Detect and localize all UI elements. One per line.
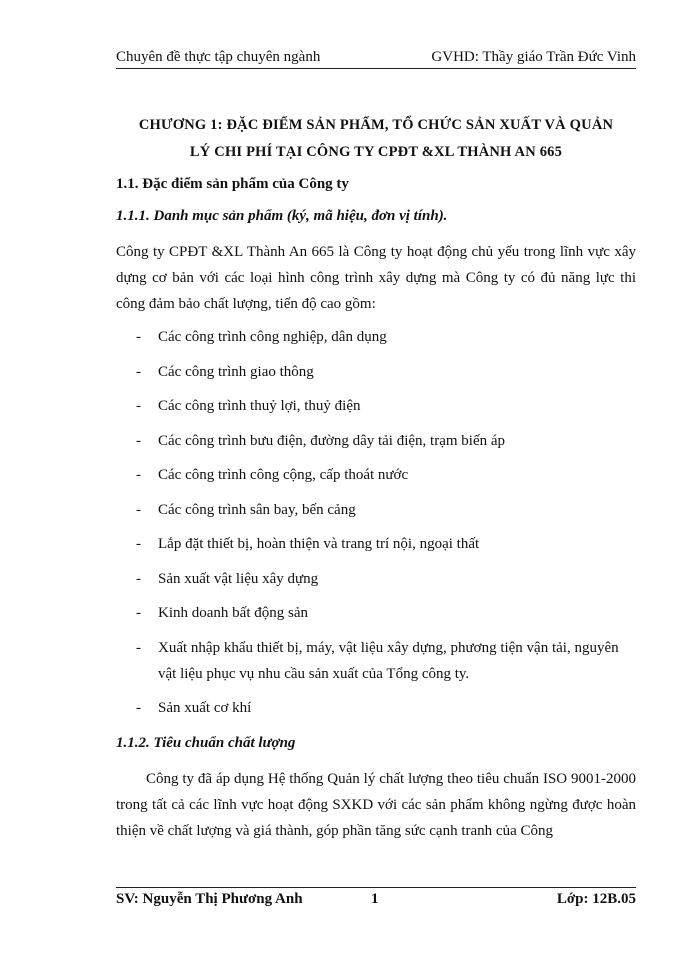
list-item-text: Các công trình giao thông [158, 363, 314, 380]
page-footer [116, 891, 636, 913]
list-dash: - [136, 501, 141, 518]
page-header [116, 44, 636, 66]
list-item [116, 635, 636, 687]
list-item-text: Kinh doanh bất động sản [158, 605, 308, 621]
header-right-text: GVHD: Thầy giáo Trần Đức Vinh [431, 49, 636, 65]
list-item-text: Các công trình công nghiệp, dân dụng [158, 329, 387, 345]
list-dash: - [136, 467, 141, 483]
list-dash: - [136, 329, 141, 345]
chapter-title [116, 112, 636, 166]
list-item [116, 324, 636, 350]
quality-paragraph: Công ty đã áp dụng Hệ thống Quản lý chất lượng theo tiêu chuẩn ISO 9001-2000 trong tất cả các lĩnh vực hoạt động SXKD với các sản phẩm không ngừng được hoàn thiện về chất lượng và giá thành, góp phần tăng sức cạnh tranh của Công [116, 771, 636, 839]
list-item-text: Các công trình sân bay, bến cảng [158, 501, 356, 518]
list-dash: - [136, 570, 141, 587]
footer-page-number: 1 [371, 891, 379, 907]
list-dash: - [136, 605, 141, 621]
subsection-heading-1-1-2: 1.1.2. Tiêu chuẩn chất lượng [116, 735, 296, 751]
footer-class: Lớp: 12B.05 [556, 891, 636, 907]
list-item-text: Các công trình công cộng, cấp thoát nước [158, 467, 409, 483]
chapter-title-line-1: CHƯƠNG 1: ĐẶC ĐIỂM SẢN PHẨM, TỔ CHỨC SẢN XUẤT VÀ QUẢN [138, 117, 614, 133]
list-item [116, 566, 636, 592]
list-dash: - [136, 398, 141, 414]
header-divider [116, 68, 636, 69]
list-item [116, 531, 636, 557]
list-item-text: Lắp đặt thiết bị, hoàn thiện và trang trí nội, ngoại thất [158, 536, 480, 552]
subsection-heading-1-1-1: 1.1.1. Danh mục sản phẩm (ký, mã hiệu, đơn vị tính). [116, 208, 448, 224]
list-dash: - [136, 536, 141, 552]
list-item-text: Xuất nhập khẩu thiết bị, máy, vật liệu xây dựng, phương tiện vận tải, nguyên vật liệu phục vụ nhu cầu sản xuất của Tổng công ty. [158, 639, 619, 682]
list-dash: - [136, 432, 141, 449]
chapter-title-line-2: LÝ CHI PHÍ TẠI CÔNG TY CPĐT &XL THÀNH AN 665 [189, 144, 563, 160]
header-left-text: Chuyên đề thực tập chuyên ngành [116, 49, 321, 65]
list-item [116, 359, 636, 385]
footer-divider [116, 887, 636, 888]
list-dash: - [136, 363, 141, 380]
list-item-text: Các công trình bưu điện, đường dây tải điện, trạm biến áp [158, 432, 506, 449]
list-item [116, 600, 636, 626]
list-item-text: Các công trình thuỷ lợi, thuỷ điện [158, 398, 361, 414]
list-item-text: Sản xuất vật liệu xây dựng [158, 570, 319, 587]
list-item [116, 462, 636, 488]
product-list [116, 324, 636, 730]
list-item [116, 428, 636, 454]
list-item [116, 393, 636, 419]
list-dash: - [136, 700, 141, 716]
list-dash: - [136, 639, 141, 656]
list-item [116, 695, 636, 721]
section-heading-1-1: 1.1. Đặc điểm sản phẩm của Công ty [116, 176, 349, 192]
list-item-text: Sản xuất cơ khí [158, 700, 252, 716]
intro-paragraph: Công ty CPĐT &XL Thành An 665 là Công ty hoạt động chủ yếu trong lĩnh vực xây dựng cơ bản với các loại hình công trình xây dựng mà Công ty có đủ năng lực thi công đảm bảo chất lượng, tiến độ cao gồm: [116, 244, 636, 312]
footer-student-name: SV: Nguyễn Thị Phương Anh [116, 891, 303, 907]
list-item [116, 497, 636, 523]
